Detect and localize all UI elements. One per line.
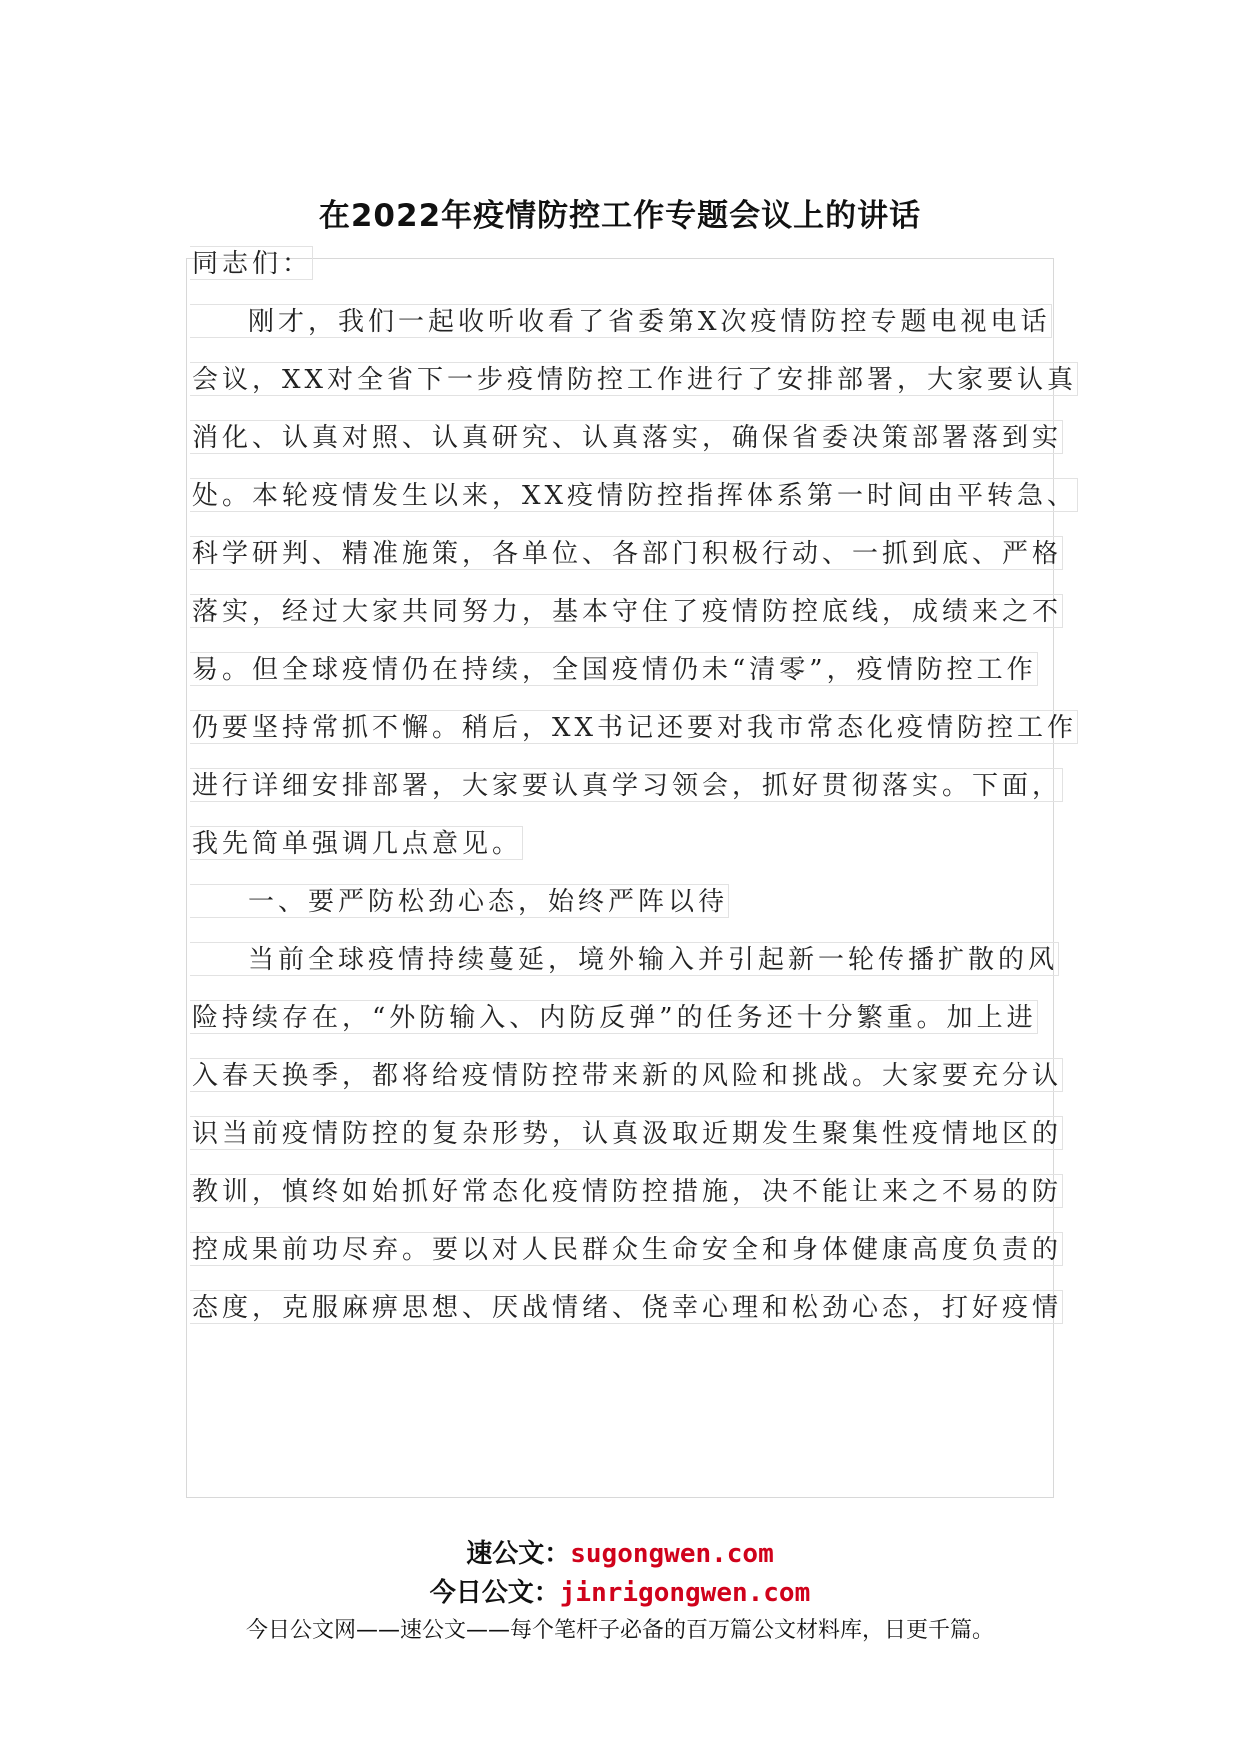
footer-sugongwen bbox=[0, 1533, 1240, 1570]
paragraph-line: 处。本轮疫情发生以来，XX疫情防控指挥体系第一时间由平转急、 bbox=[190, 478, 1078, 512]
paragraph-line: 刚才，我们一起收听收看了省委第X次疫情防控专题电视电话 bbox=[190, 304, 1052, 338]
paragraph-line: 易。但全球疫情仍在持续，全国疫情仍未“清零”，疫情防控工作 bbox=[190, 652, 1038, 686]
footer-label-2: 今日公文： bbox=[429, 1578, 560, 1608]
footer-slogan: 今日公文网——速公文——每个笔杆子必备的百万篇公文材料库，日更千篇。 bbox=[245, 1618, 994, 1643]
paragraph-line: 险持续存在，“外防输入、内防反弹”的任务还十分繁重。加上进 bbox=[190, 1000, 1038, 1034]
paragraph-line: 我先简单强调几点意见。 bbox=[190, 826, 523, 860]
footer-label-1: 速公文： bbox=[466, 1539, 571, 1569]
paragraph-line: 识当前疫情防控的复杂形势，认真汲取近期发生聚集性疫情地区的 bbox=[190, 1116, 1063, 1150]
paragraph-line: 消化、认真对照、认真研究、认真落实，确保省委决策部署落到实 bbox=[190, 420, 1063, 454]
paragraph-line: 仍要坚持常抓不懈。稍后，XX书记还要对我市常态化疫情防控工作 bbox=[190, 710, 1078, 744]
paragraph-line: 控成果前功尽弃。要以对人民群众生命安全和身体健康高度负责的 bbox=[190, 1232, 1063, 1266]
paragraph-line: 进行详细安排部署，大家要认真学习领会，抓好贯彻落实。下面， bbox=[190, 768, 1063, 802]
paragraph-line: 入春天换季，都将给疫情防控带来新的风险和挑战。大家要充分认 bbox=[190, 1058, 1063, 1092]
footer-link-jinrigongwen[interactable]: jinrigongwen.com bbox=[559, 1578, 811, 1608]
paragraph-line: 当前全球疫情持续蔓延，境外输入并引起新一轮传播扩散的风 bbox=[190, 942, 1059, 976]
paragraph-line: 落实，经过大家共同努力，基本守住了疫情防控底线，成绩来之不 bbox=[190, 594, 1063, 628]
paragraph-line: 会议，XX对全省下一步疫情防控工作进行了安排部署，大家要认真 bbox=[190, 362, 1078, 396]
paragraph-line: 态度，克服麻痹思想、厌战情绪、侥幸心理和松劲心态，打好疫情 bbox=[190, 1290, 1063, 1324]
paragraph-line: 科学研判、精准施策，各单位、各部门积极行动、一抓到底、严格 bbox=[190, 536, 1063, 570]
document-title: 在2022年疫情防控工作专题会议上的讲话 bbox=[318, 198, 922, 234]
footer-jinrigongwen bbox=[0, 1572, 1240, 1609]
section-heading: 一、要严防松劲心态，始终严阵以待 bbox=[190, 884, 729, 918]
paragraph-line: 教训，慎终如始抓好常态化疫情防控措施，决不能让来之不易的防 bbox=[190, 1174, 1063, 1208]
salutation-line: 同志们： bbox=[190, 246, 313, 280]
footer-link-sugongwen[interactable]: sugongwen.com bbox=[570, 1539, 774, 1569]
